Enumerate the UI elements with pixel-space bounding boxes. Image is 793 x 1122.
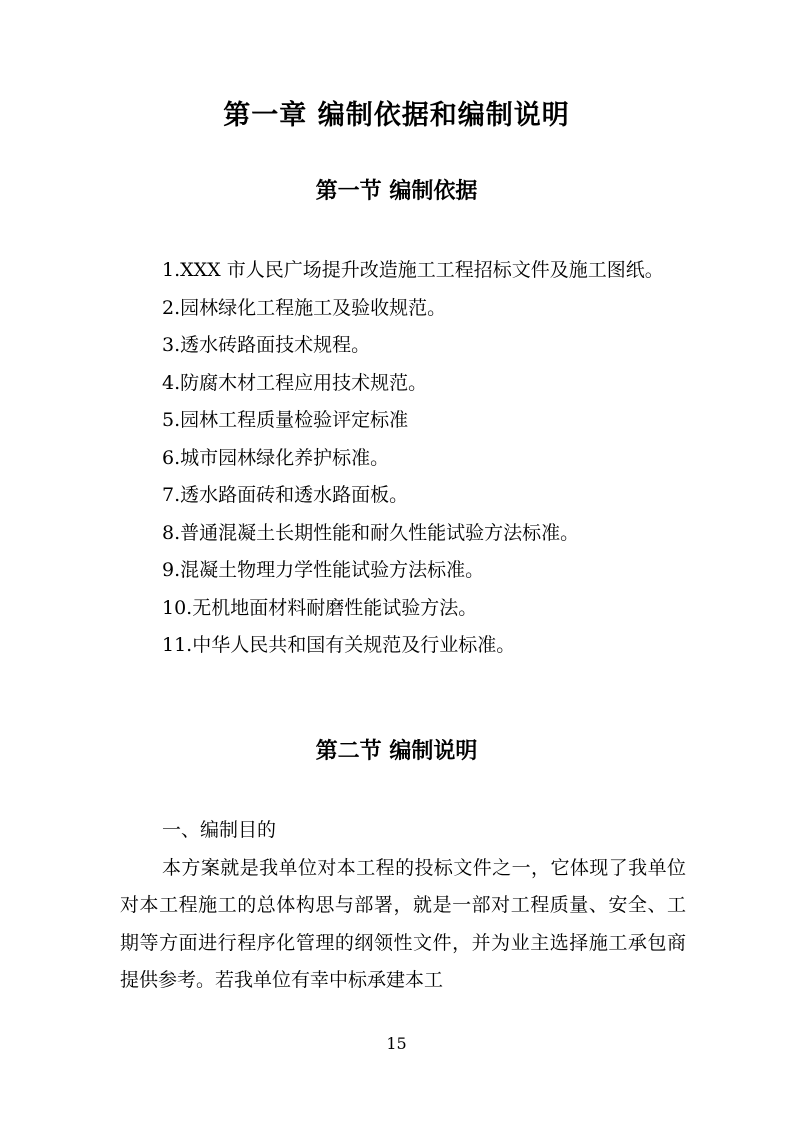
list-item: 1.XXX 市人民广场提升改造施工工程招标文件及施工图纸。 (162, 259, 664, 281)
list-item: 10.无机地面材料耐磨性能试验方法。 (162, 596, 478, 619)
list-item: 2.园林绿化工程施工及验收规范。 (162, 296, 447, 319)
section-title-explanation: 第二节 编制说明 (315, 739, 478, 764)
list-item: 8.普通混凝土长期性能和耐久性能试验方法标准。 (162, 521, 580, 544)
basis-list (120, 252, 686, 665)
list-item: 7.透水路面砖和透水路面板。 (162, 484, 409, 506)
list-item: 4.防腐木材工程应用技术规范。 (162, 371, 428, 394)
list-item: 11.中华人民共和国有关规范及行业标准。 (162, 634, 516, 656)
chapter-title: 第一章 编制依据和编制说明 (223, 100, 570, 131)
list-item: 5.园林工程质量检验评定标准 (162, 409, 409, 431)
explanation-body (120, 812, 686, 1000)
page-number: 15 (386, 1034, 407, 1053)
list-item: 3.透水砖路面技术规程。 (162, 334, 371, 356)
section-title-basis: 第一节 编制依据 (315, 179, 478, 204)
subheading-purpose: 一、编制目的 (162, 819, 277, 841)
list-item: 9.混凝土物理力学性能试验方法标准。 (162, 559, 485, 581)
list-item: 6.城市园林绿化养护标准。 (162, 446, 390, 469)
purpose-paragraph: 本方案就是我单位对本工程的投标文件之一，它体现了我单位对本工程施工的总体构思与部署，就是一部对工程质量、安全、工期等方面进行程序化管理的纲领性文件，并为业主选择施工承包商提供参考。若我单位有幸中标承建本工 (120, 856, 686, 991)
